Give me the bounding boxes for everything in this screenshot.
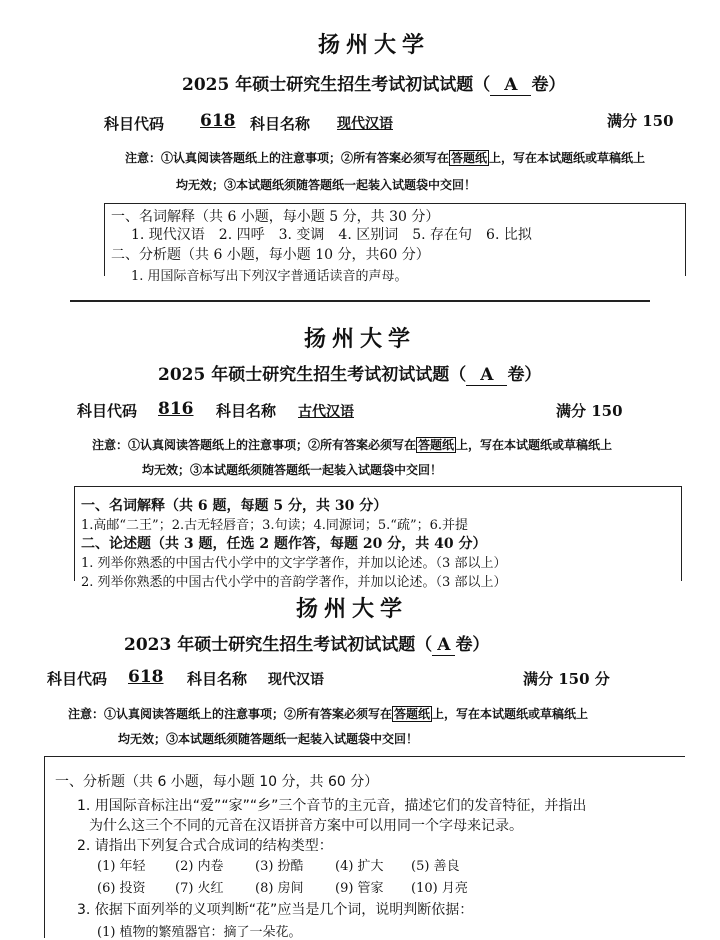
word-item: (10) 月亮 [411,881,468,896]
answer-sheet-box: 答题纸 [451,151,488,165]
answer-sheet-box: 答题纸 [418,438,455,452]
full-score: 满分 150 [556,402,623,420]
question-box [104,203,686,284]
word-item: (9) 管家 [335,881,384,896]
question-line: 1. 用国际音标写出下列汉字普通话读音的声母。 [131,269,408,284]
word-item: (3) 扮酷 [255,859,304,874]
word-item: (4) 扩大 [335,859,384,874]
full-score: 满分 150 [607,112,674,130]
subject-name-label: 科目名称 [250,115,311,133]
university-name: 扬州大学 [304,326,417,352]
subject-code: 816 [158,399,194,419]
word-item: (7) 火红 [175,881,224,896]
word-item: (8) 房间 [255,881,304,896]
volume-letter: A [466,365,507,386]
university-name: 扬州大学 [296,596,409,622]
exam-title: 2023 年硕士研究生招生考试初试试题（ A 卷） [124,635,490,655]
question-line: 为什么这三个不同的元音在汉语拼音方案中可以用同一个字母来记录。 [89,818,523,834]
exam-title: 2025 年硕士研究生招生考试初试试题（ A 卷） [158,365,542,385]
subject-name-label: 科目名称 [187,670,248,688]
question-line: 二、论述题（共 3 题，任选 2 题作答，每题 20 分，共 40 分） [81,536,487,552]
exam-title: 2025 年硕士研究生招生考试初试试题（ A 卷） [182,75,566,95]
subject-code-label: 科目代码 [77,402,138,420]
section-heading: 一、分析题（共 6 小题，每小题 10 分，共 60 分） [55,774,379,790]
subject-code-label: 科目代码 [47,670,108,688]
word-item: (2) 内卷 [175,859,224,874]
question-line: 1. 用国际音标注出“爱”“家”“乡”三个音节的主元音，描述它们的发音特征，并指出 [77,798,587,814]
question-line: 一、名词解释（共 6 小题，每小题 5 分，共 30 分） [111,209,440,225]
notice-line-1: 注意：①认真阅读答题纸上的注意事项；②所有答案必须写在 答题纸 上，写在本试题纸或草稿纸上 [125,151,646,165]
word-item: (1) 年轻 [97,859,146,874]
notice-line-2: 均无效；③本试题纸须随答题纸一起装入试题袋中交回！ [176,178,477,192]
question-box [44,756,685,938]
subject-code: 618 [200,111,236,131]
notice-line-1: 注意：①认真阅读答题纸上的注意事项；②所有答案必须写在 答题纸 上，写在本试题纸或草稿纸上 [68,707,589,721]
question-line: 1. 列举你熟悉的中国古代小学中的文字学著作，并加以论述。（3 部以上） [81,556,507,571]
subject-name-label: 科目名称 [216,402,277,420]
word-item: (6) 投资 [97,881,146,896]
question-line: 1. 现代汉语 2. 四呼 3. 变调 4. 区别词 5. 存在句 6. 比拟 [131,227,532,243]
notice-line-1: 注意：①认真阅读答题纸上的注意事项；②所有答案必须写在 答题纸 上，写在本试题纸或草稿纸上 [92,438,613,452]
question-line: 2. 请指出下列复合式合成词的结构类型： [77,838,333,854]
question-line: 2. 列举你熟悉的中国古代小学中的音韵学著作，并加以论述。（3 部以上） [81,575,507,590]
subject-code: 618 [128,667,164,687]
volume-letter: A [432,635,455,656]
full-score: 满分 150 分 [523,670,610,688]
subject-name: 现代汉语 [268,672,324,688]
volume-letter: A [490,75,531,96]
question-line: 3. 依据下面列举的义项判断“花”应当是几个词，说明判断依据： [77,902,474,918]
answer-sheet-box: 答题纸 [394,707,431,721]
notice-line-2: 均无效；③本试题纸须随答题纸一起装入试题袋中交回！ [118,732,419,746]
subject-name: 古代汉语 [298,404,354,420]
university-name: 扬州大学 [318,32,431,58]
subject-code-label: 科目代码 [104,115,165,133]
subject-name: 现代汉语 [337,116,393,132]
notice-line-2: 均无效；③本试题纸须随答题纸一起装入试题袋中交回！ [142,463,443,477]
question-line: 一、名词解释（共 6 题，每题 5 分，共 30 分） [81,498,388,514]
divider-line [70,300,650,302]
question-line: (1) 植物的繁殖器官：摘了一朵花。 [97,925,302,940]
question-line: 二、分析题（共 6 小题，每小题 10 分，共60 分） [111,247,430,263]
word-item: (5) 善良 [411,859,460,874]
question-box [74,486,682,590]
question-line: 1.高邮“二王”；2.古无轻唇音；3.句读；4.同源词；5.“疏”；6.并提 [81,518,469,533]
